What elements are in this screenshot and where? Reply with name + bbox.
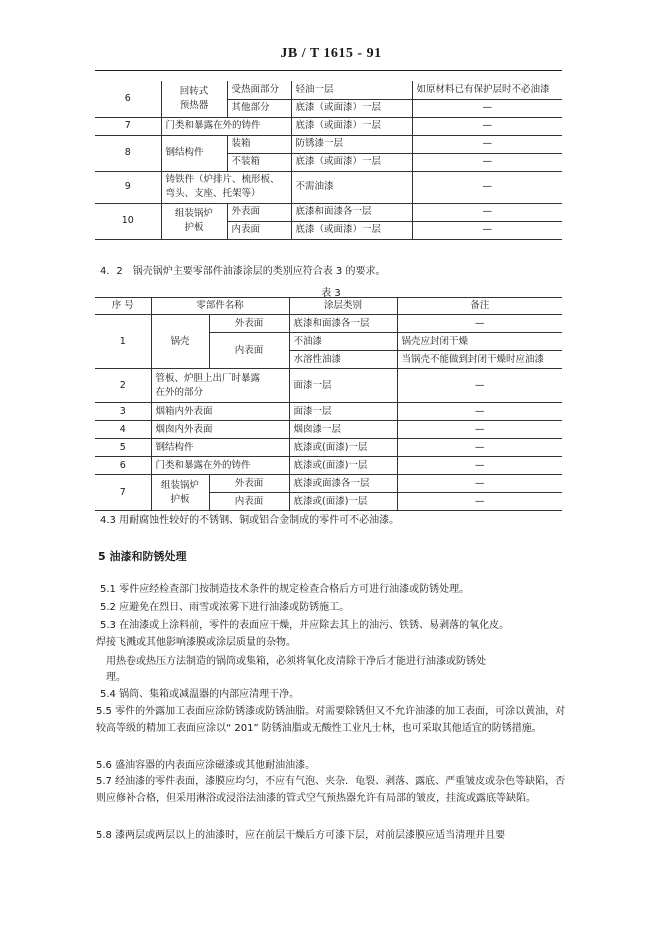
table-row bbox=[95, 117, 562, 135]
table-row bbox=[95, 369, 562, 403]
table-row bbox=[95, 135, 562, 153]
header-coating: 涂层类别 bbox=[289, 298, 397, 315]
note-cell: — bbox=[412, 135, 562, 153]
part-line: 管板、炉胆上出厂时暴露 bbox=[155, 372, 261, 384]
paragraph-5-6: 5.6 盛油容器的内表面应涂磁漆或其他耐油油漆。 bbox=[96, 760, 316, 771]
note-cell: — bbox=[397, 403, 562, 421]
table-row bbox=[95, 315, 562, 333]
header-seq: 序 号 bbox=[95, 298, 151, 315]
sub-part-cell: 其他部分 bbox=[227, 99, 291, 117]
note-cell: — bbox=[412, 99, 562, 117]
coating-cell: 底漆或面漆各一层 bbox=[289, 475, 397, 493]
coating-cell: 不油漆 bbox=[289, 333, 397, 351]
part-cell bbox=[151, 475, 209, 511]
sub-part-cell: 受热面部分 bbox=[227, 81, 291, 99]
seq-cell: 1 bbox=[95, 315, 151, 369]
note-cell: — bbox=[397, 369, 562, 403]
seq-cell: 4 bbox=[95, 421, 151, 439]
note-cell: — bbox=[397, 315, 562, 333]
section-5-title: 5 油漆和防锈处理 bbox=[98, 550, 187, 563]
seq-cell: 7 bbox=[95, 117, 161, 135]
part-cell: 烟囱内外表面 bbox=[151, 421, 289, 439]
header-part: 零部件名称 bbox=[151, 298, 289, 315]
part-cell bbox=[161, 81, 227, 117]
coating-cell: 底漆或(面漆)一层 bbox=[289, 439, 397, 457]
sub-part-cell: 内表面 bbox=[209, 333, 289, 369]
sub-part-cell: 外表面 bbox=[209, 475, 289, 493]
paragraph-5-3-note-cont: 理。 bbox=[106, 672, 126, 683]
table-header-row bbox=[95, 298, 562, 315]
part-cell: 烟箱内外表面 bbox=[151, 403, 289, 421]
coating-cell: 底漆或(面漆)一层 bbox=[289, 457, 397, 475]
part-cell: 门类和暴露在外的铸件 bbox=[161, 117, 291, 135]
coating-cell: 烟囱漆一层 bbox=[289, 421, 397, 439]
coating-cell: 底漆（或面漆）一层 bbox=[291, 99, 412, 117]
coating-cell: 底漆和面漆各一层 bbox=[291, 203, 412, 221]
note-cell: — bbox=[397, 421, 562, 439]
part-line: 组装锅炉 bbox=[174, 208, 213, 219]
seq-cell: 2 bbox=[95, 369, 151, 403]
part-line: 护板 bbox=[184, 222, 204, 233]
table-row bbox=[95, 439, 562, 457]
sub-part-cell: 不装箱 bbox=[227, 153, 291, 171]
coating-cell: 底漆（或面漆）一层 bbox=[291, 117, 412, 135]
note-cell: — bbox=[397, 439, 562, 457]
note-cell: 锅壳应封闭干燥 bbox=[397, 333, 562, 351]
sub-part-cell: 装箱 bbox=[227, 135, 291, 153]
paragraph-5-1: 5.1 零件应经检查部门按制造技术条件的规定检查合格后方可进行油漆或防锈处理。 bbox=[100, 584, 470, 595]
part-cell bbox=[151, 369, 289, 403]
table-row bbox=[95, 81, 562, 99]
note-cell: 当锅壳不能做到封闭干燥时应油漆 bbox=[397, 351, 562, 369]
part-cell bbox=[161, 171, 291, 203]
header-rule bbox=[95, 70, 562, 71]
seq-cell: 5 bbox=[95, 439, 151, 457]
seq-cell: 8 bbox=[95, 135, 161, 171]
part-cell bbox=[161, 203, 227, 239]
note-cell: — bbox=[412, 203, 562, 221]
table-row bbox=[95, 457, 562, 475]
note-cell: — bbox=[397, 457, 562, 475]
part-cell: 锅壳 bbox=[151, 315, 209, 369]
seq-cell: 6 bbox=[95, 81, 161, 117]
seq-cell: 3 bbox=[95, 403, 151, 421]
coating-cell: 底漆或(面漆)一层 bbox=[289, 493, 397, 511]
table-caption: 表 3 bbox=[321, 288, 341, 299]
coating-table-continued bbox=[95, 81, 562, 240]
coating-cell: 防锈漆一层 bbox=[291, 135, 412, 153]
part-line: 回转式 bbox=[179, 85, 209, 97]
coating-cell: 底漆（或面漆）一层 bbox=[291, 153, 412, 171]
paragraph-5-2: 5.2 应避免在烈日、雨雪或浓雾下进行油漆或防锈施工。 bbox=[100, 602, 350, 613]
sub-part-cell: 内表面 bbox=[209, 493, 289, 511]
document-header: JB / T 1615 - 91 bbox=[280, 46, 382, 61]
sub-part-cell: 内表面 bbox=[227, 221, 291, 239]
paragraph-5-3-note: 用热卷或热压方法制造的锅筒或集箱，必须将氧化皮清除干净后才能进行油漆或防锈处 bbox=[106, 656, 486, 667]
coating-cell: 面漆一层 bbox=[289, 369, 397, 403]
coating-cell: 面漆一层 bbox=[289, 403, 397, 421]
table-row bbox=[95, 171, 562, 203]
sub-part-cell: 外表面 bbox=[209, 315, 289, 333]
sub-part-cell: 外表面 bbox=[227, 203, 291, 221]
paragraph-5-5: 5.5 零件的外露加工表面应涂防锈漆或防锈油脂。对需要除锈但又不允许油漆的加工表面，可涂以黄油，对较高等级的精加工表面应涂以“ 201” 防锈油脂或无酸性工业凡士林，也可采取其他适宜的防锈措施。 bbox=[96, 706, 566, 734]
paragraph-5-3: 5.3 在油漆或上涂料前，零件的表面应干燥，并应除去其上的油污、铁锈、易剥落的氧化皮。 bbox=[100, 620, 510, 631]
part-line: 铸铁件（炉排片、梳形板、 bbox=[165, 174, 280, 185]
coating-cell: 底漆（或面漆）一层 bbox=[291, 221, 412, 239]
table-row bbox=[95, 203, 562, 221]
part-cell: 钢结构件 bbox=[161, 135, 227, 171]
seq-cell: 7 bbox=[95, 475, 151, 511]
note-cell: — bbox=[397, 475, 562, 493]
part-line: 弯头、支座、托架等） bbox=[165, 188, 261, 199]
note-cell: — bbox=[412, 171, 562, 203]
note-cell: 如原材料已有保护层时不必油漆 bbox=[412, 81, 562, 99]
part-cell: 钢结构件 bbox=[151, 439, 289, 457]
note-cell: — bbox=[412, 117, 562, 135]
seq-cell: 6 bbox=[95, 457, 151, 475]
table-3 bbox=[95, 297, 562, 511]
part-line: 组装锅炉 bbox=[160, 479, 199, 491]
seq-cell: 10 bbox=[95, 203, 161, 239]
note-cell: — bbox=[397, 493, 562, 511]
part-line: 护板 bbox=[170, 493, 190, 505]
coating-cell: 不需油漆 bbox=[291, 171, 412, 203]
part-line: 在外的部分 bbox=[155, 386, 204, 398]
table-row bbox=[95, 421, 562, 439]
paragraph-5-4: 5.4 锅筒、集箱或减温器的内部应清理干净。 bbox=[100, 689, 300, 700]
paragraph-5-7: 5.7 经油漆的零件表面，漆膜应均匀，不应有气泡、夹杂．龟裂、剥落、露底、严重皱皮或杂色等缺陷，否则应修补合格，但采用淋浴或浸浴法油漆的管式空气预热器允许有局部的皱皮，挂流或露底等缺陷。 bbox=[96, 776, 566, 804]
part-line: 预热器 bbox=[179, 99, 209, 111]
coating-cell: 底漆和面漆各一层 bbox=[289, 315, 397, 333]
part-cell: 门类和暴露在外的铸件 bbox=[151, 457, 289, 475]
paragraph-4-2: 4．2 锅壳锅炉主要零部件油漆涂层的类别应符合表 3 的要求。 bbox=[100, 266, 386, 277]
paragraph-4-3: 4.3 用耐腐蚀性较好的不锈钢、铜或铝合金制成的零件可不必油漆。 bbox=[100, 515, 400, 526]
paragraph-5-3-cont: 焊接飞溅或其他影响漆膜或涂层质量的杂物。 bbox=[96, 637, 296, 648]
note-cell: — bbox=[412, 221, 562, 239]
paragraph-5-8: 5.8 漆两层或两层以上的油漆时，应在前层干燥后方可漆下层，对前层漆膜应适当清理并且要 bbox=[96, 830, 506, 841]
note-cell: — bbox=[412, 153, 562, 171]
table-row bbox=[95, 475, 562, 493]
coating-cell: 水溶性油漆 bbox=[289, 351, 397, 369]
coating-cell: 轻油一层 bbox=[291, 81, 412, 99]
header-note: 备注 bbox=[397, 298, 562, 315]
seq-cell: 9 bbox=[95, 171, 161, 203]
table-row bbox=[95, 403, 562, 421]
